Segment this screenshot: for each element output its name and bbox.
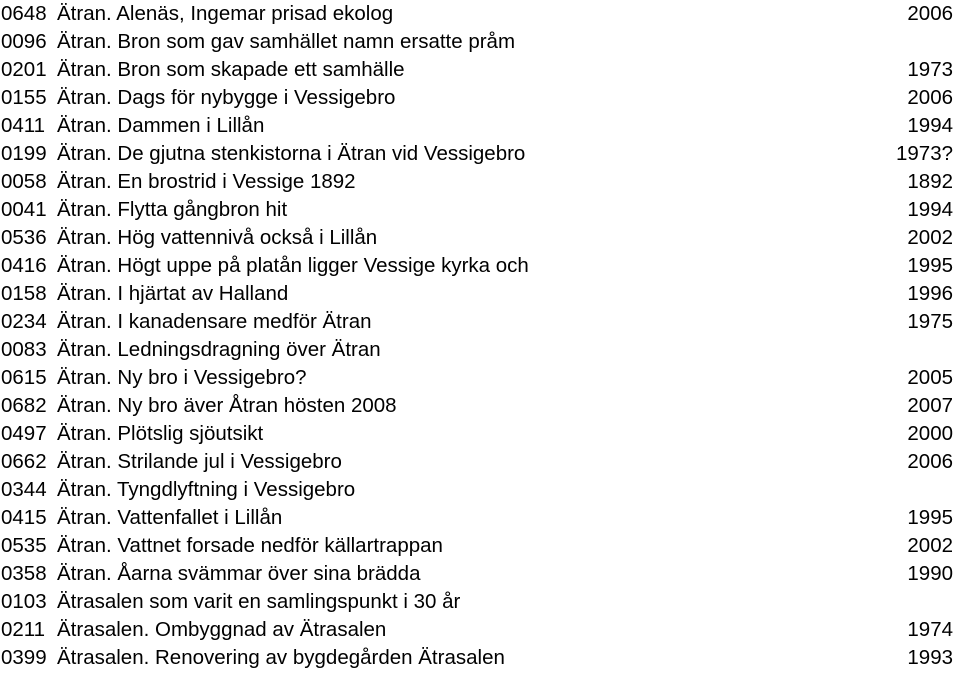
list-item xyxy=(0,140,960,168)
entry-title: Ätran. Flytta gångbron hit xyxy=(57,198,288,221)
entry-title: Ätran. De gjutna stenkistorna i Ätran vid Vessigebro xyxy=(57,142,526,165)
entry-year: 1892 xyxy=(907,170,953,193)
entry-number: 0615 xyxy=(1,366,47,389)
list-item xyxy=(0,448,960,476)
list-item xyxy=(0,56,960,84)
list-item xyxy=(0,280,960,308)
entry-year: 2006 xyxy=(907,2,953,25)
entry-year: 2000 xyxy=(907,422,953,445)
entry-title: Ätran. Högt uppe på platån ligger Vessige kyrka och xyxy=(57,254,529,277)
entry-number: 0103 xyxy=(1,590,47,613)
entry-title: Ätran. Dags för nybygge i Vessigebro xyxy=(57,86,396,109)
list-item xyxy=(0,364,960,392)
entry-title: Ätran. Ny bro äver Åtran hösten 2008 xyxy=(57,394,397,417)
list-item xyxy=(0,532,960,560)
entry-title: Ätran. Hög vattennivå också i Lillån xyxy=(57,226,378,249)
entry-year: 1994 xyxy=(907,114,953,137)
entry-number: 0041 xyxy=(1,198,47,221)
entry-title: Ätran. Alenäs, Ingemar prisad ekolog xyxy=(57,2,394,25)
entry-title: Ätran. Ny bro i Vessigebro? xyxy=(57,366,307,389)
entry-year: 1990 xyxy=(907,562,953,585)
entry-number: 0096 xyxy=(1,30,47,53)
entry-number: 0058 xyxy=(1,170,47,193)
list-item xyxy=(0,476,960,504)
entry-number: 0234 xyxy=(1,310,47,333)
entry-title: Ätran. Dammen i Lillån xyxy=(57,114,265,137)
entry-year: 1973 xyxy=(907,58,953,81)
entry-number: 0682 xyxy=(1,394,47,417)
entry-title: Ätran. Tyngdlyftning i Vessigebro xyxy=(57,478,356,501)
entry-year: 2002 xyxy=(907,226,953,249)
entry-number: 0358 xyxy=(1,562,47,585)
entry-year: 2005 xyxy=(907,366,953,389)
list-item xyxy=(0,560,960,588)
entry-number: 0662 xyxy=(1,450,47,473)
list-item xyxy=(0,504,960,532)
entry-year: 2007 xyxy=(907,394,953,417)
entry-title: Ätran. Bron som skapade ett samhälle xyxy=(57,58,405,81)
entry-title: Ätran. Bron som gav samhället namn ersatte pråm xyxy=(57,30,516,53)
entry-number: 0411 xyxy=(1,114,46,137)
list-item xyxy=(0,84,960,112)
entry-number: 0535 xyxy=(1,534,47,557)
entry-year: 2006 xyxy=(907,86,953,109)
entry-number: 0415 xyxy=(1,506,47,529)
list-item xyxy=(0,196,960,224)
entry-year: 1994 xyxy=(907,198,953,221)
list-item xyxy=(0,252,960,280)
entry-year: 2002 xyxy=(907,534,953,557)
entry-year: 1975 xyxy=(907,310,953,333)
entry-title: Ätran. En brostrid i Vessige 1892 xyxy=(57,170,356,193)
list-item xyxy=(0,308,960,336)
entry-title: Ätran. Vattenfallet i Lillån xyxy=(57,506,283,529)
entry-number: 0344 xyxy=(1,478,47,501)
entry-number: 0211 xyxy=(1,618,46,641)
entry-title: Ätrasalen. Renovering av bygdegården Ätrasalen xyxy=(57,646,505,669)
entry-number: 0083 xyxy=(1,338,47,361)
list-item xyxy=(0,28,960,56)
entry-title: Ätran. I kanadensare medför Ätran xyxy=(57,310,372,333)
list-item xyxy=(0,0,960,28)
entry-year: 1973? xyxy=(895,142,953,165)
entry-number: 0497 xyxy=(1,422,47,445)
entry-title: Ätran. Åarna svämmar över sina brädda xyxy=(57,562,421,585)
list-item xyxy=(0,168,960,196)
list-item xyxy=(0,588,960,616)
entry-title: Ätran. I hjärtat av Halland xyxy=(57,282,289,305)
entry-title: Ätran. Strilande jul i Vessigebro xyxy=(57,450,342,473)
entry-number: 0158 xyxy=(1,282,47,305)
entry-year: 1974 xyxy=(907,618,953,641)
list-item xyxy=(0,112,960,140)
list-item xyxy=(0,392,960,420)
entry-title: Ätran. Plötslig sjöutsikt xyxy=(57,422,264,445)
entry-number: 0399 xyxy=(1,646,47,669)
list-item xyxy=(0,224,960,252)
list-item xyxy=(0,644,960,672)
entry-year: 1996 xyxy=(907,282,953,305)
entry-year: 1995 xyxy=(907,506,953,529)
entry-title: Ätran. Ledningsdragning över Ätran xyxy=(57,338,381,361)
list-item xyxy=(0,616,960,644)
entry-number: 0536 xyxy=(1,226,47,249)
entry-number: 0648 xyxy=(1,2,47,25)
entry-number: 0416 xyxy=(1,254,47,277)
list-item xyxy=(0,336,960,364)
entry-title: Ätrasalen som varit en samlingspunkt i 30 år xyxy=(57,590,461,613)
entry-year: 2006 xyxy=(907,450,953,473)
entry-year: 1995 xyxy=(907,254,953,277)
entry-number: 0201 xyxy=(1,58,47,81)
entry-number: 0155 xyxy=(1,86,47,109)
entry-title: Ätran. Vattnet forsade nedför källartrappan xyxy=(57,534,443,557)
entry-number: 0199 xyxy=(1,142,47,165)
list-item xyxy=(0,420,960,448)
entry-title: Ätrasalen. Ombyggnad av Ätrasalen xyxy=(57,618,387,641)
entry-year: 1993 xyxy=(907,646,953,669)
